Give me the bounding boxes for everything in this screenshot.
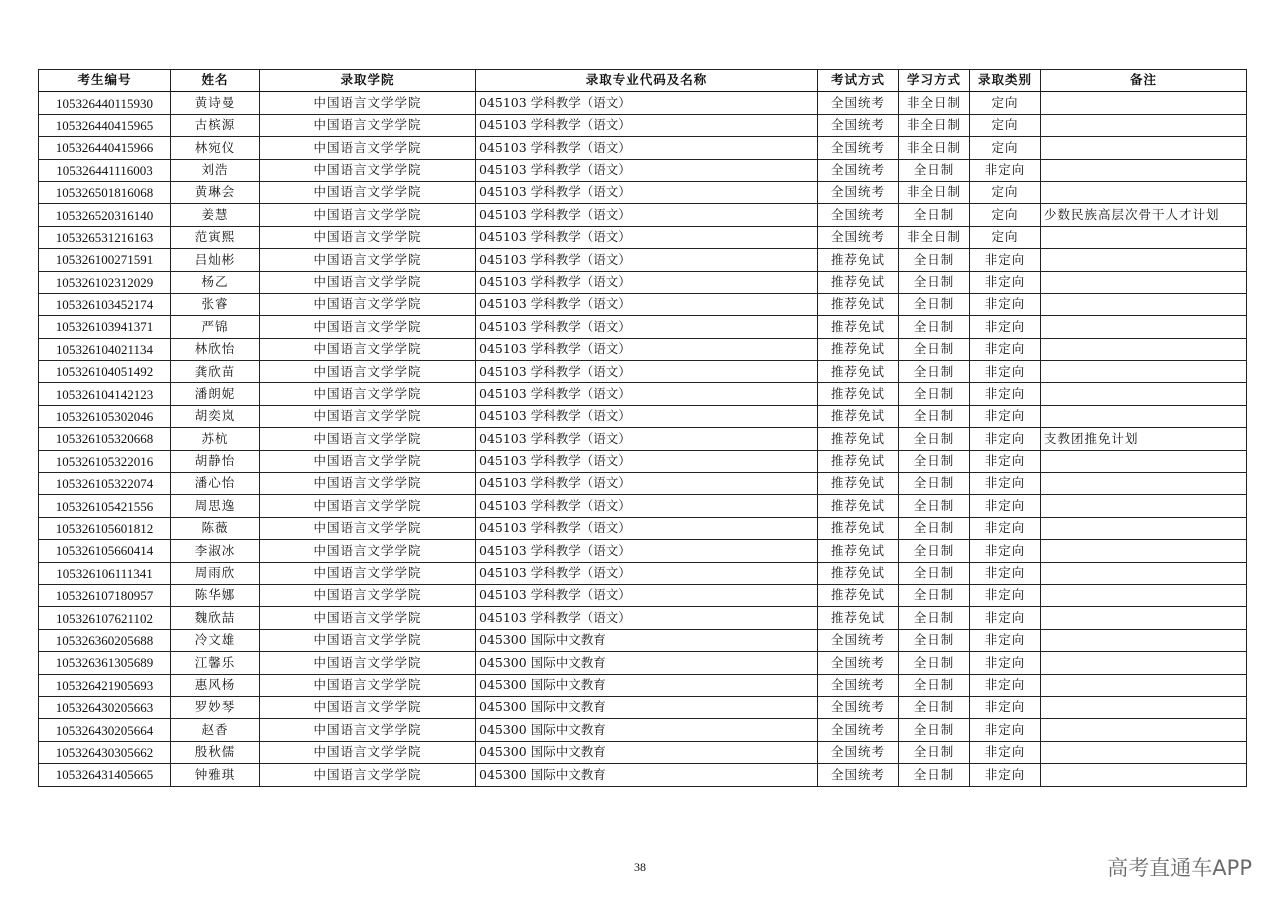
cell-exam-type: 全国统考 [818, 181, 899, 203]
cell-remarks: 少数民族高层次骨干人才计划 [1041, 204, 1247, 226]
cell-college: 中国语言文学学院 [260, 181, 476, 203]
cell-remarks [1041, 92, 1247, 114]
table-row [39, 764, 1247, 786]
cell-exam-type: 推荐免试 [818, 293, 899, 315]
cell-candidate-id: 105326430305662 [39, 741, 171, 763]
cell-candidate-id: 105326361305689 [39, 652, 171, 674]
cell-candidate-id: 105326104021134 [39, 338, 171, 360]
cell-major: 045300 国际中文教育 [476, 652, 818, 674]
cell-study-mode: 全日制 [899, 495, 970, 517]
cell-major: 045103 学科教学（语文） [476, 181, 818, 203]
cell-major: 045103 学科教学（语文） [476, 607, 818, 629]
page-number: 38 [634, 860, 646, 874]
cell-college: 中国语言文学学院 [260, 450, 476, 472]
cell-candidate-id: 105326360205688 [39, 629, 171, 651]
cell-college: 中国语言文学学院 [260, 428, 476, 450]
cell-remarks [1041, 719, 1247, 741]
cell-admission-category: 非定向 [970, 495, 1041, 517]
cell-remarks [1041, 338, 1247, 360]
cell-name: 陈华娜 [171, 584, 260, 606]
cell-remarks [1041, 540, 1247, 562]
cell-name: 姜慧 [171, 204, 260, 226]
cell-major: 045103 学科教学（语文） [476, 316, 818, 338]
cell-remarks [1041, 293, 1247, 315]
cell-exam-type: 全国统考 [818, 137, 899, 159]
cell-major: 045103 学科教学（语文） [476, 450, 818, 472]
cell-college: 中国语言文学学院 [260, 517, 476, 539]
cell-name: 林宛仪 [171, 137, 260, 159]
cell-name: 范寅熙 [171, 226, 260, 248]
cell-college: 中国语言文学学院 [260, 473, 476, 495]
cell-remarks [1041, 696, 1247, 718]
cell-major: 045103 学科教学（语文） [476, 584, 818, 606]
cell-study-mode: 全日制 [899, 361, 970, 383]
table-row [39, 540, 1247, 562]
cell-candidate-id: 105326430205664 [39, 719, 171, 741]
cell-name: 钟雅琪 [171, 764, 260, 786]
cell-college: 中国语言文学学院 [260, 361, 476, 383]
cell-candidate-id: 105326105320668 [39, 428, 171, 450]
table-header [39, 70, 1247, 92]
cell-admission-category: 非定向 [970, 361, 1041, 383]
cell-college: 中国语言文学学院 [260, 607, 476, 629]
cell-remarks [1041, 181, 1247, 203]
cell-study-mode: 全日制 [899, 540, 970, 562]
cell-name: 魏欣喆 [171, 607, 260, 629]
table-row [39, 629, 1247, 651]
cell-name: 李淑冰 [171, 540, 260, 562]
cell-study-mode: 非全日制 [899, 181, 970, 203]
cell-candidate-id: 105326105322016 [39, 450, 171, 472]
cell-admission-category: 非定向 [970, 584, 1041, 606]
cell-remarks [1041, 316, 1247, 338]
cell-exam-type: 全国统考 [818, 204, 899, 226]
cell-major: 045103 学科教学（语文） [476, 517, 818, 539]
cell-college: 中国语言文学学院 [260, 696, 476, 718]
table-row [39, 450, 1247, 472]
cell-study-mode: 全日制 [899, 338, 970, 360]
cell-candidate-id: 105326430205663 [39, 696, 171, 718]
cell-study-mode: 全日制 [899, 428, 970, 450]
cell-college: 中国语言文学学院 [260, 741, 476, 763]
cell-admission-category: 非定向 [970, 629, 1041, 651]
cell-study-mode: 全日制 [899, 293, 970, 315]
cell-college: 中国语言文学学院 [260, 159, 476, 181]
table-row [39, 159, 1247, 181]
cell-candidate-id: 105326440415966 [39, 137, 171, 159]
cell-remarks [1041, 137, 1247, 159]
table-row [39, 405, 1247, 427]
cell-study-mode: 非全日制 [899, 114, 970, 136]
cell-candidate-id: 105326105302046 [39, 405, 171, 427]
cell-exam-type: 全国统考 [818, 652, 899, 674]
cell-study-mode: 全日制 [899, 674, 970, 696]
table-row [39, 361, 1247, 383]
cell-remarks [1041, 562, 1247, 584]
cell-candidate-id: 105326105660414 [39, 540, 171, 562]
cell-study-mode: 全日制 [899, 719, 970, 741]
cell-college: 中国语言文学学院 [260, 764, 476, 786]
cell-major: 045103 学科教学（语文） [476, 383, 818, 405]
cell-remarks [1041, 271, 1247, 293]
cell-remarks [1041, 495, 1247, 517]
header-cell-candidate-id: 考生编号 [39, 70, 171, 92]
header-cell-remarks: 备注 [1041, 70, 1247, 92]
cell-college: 中国语言文学学院 [260, 652, 476, 674]
cell-college: 中国语言文学学院 [260, 629, 476, 651]
cell-college: 中国语言文学学院 [260, 226, 476, 248]
cell-name: 杨乙 [171, 271, 260, 293]
table-body [39, 92, 1247, 786]
cell-remarks [1041, 517, 1247, 539]
cell-admission-category: 定向 [970, 137, 1041, 159]
cell-major: 045300 国际中文教育 [476, 741, 818, 763]
table-row [39, 92, 1247, 114]
header-row [39, 70, 1247, 92]
cell-study-mode: 全日制 [899, 316, 970, 338]
cell-major: 045103 学科教学（语文） [476, 338, 818, 360]
admission-table [38, 69, 1247, 787]
cell-admission-category: 定向 [970, 181, 1041, 203]
cell-college: 中国语言文学学院 [260, 405, 476, 427]
cell-college: 中国语言文学学院 [260, 719, 476, 741]
cell-major: 045103 学科教学（语文） [476, 159, 818, 181]
cell-college: 中国语言文学学院 [260, 495, 476, 517]
cell-name: 赵香 [171, 719, 260, 741]
cell-exam-type: 全国统考 [818, 159, 899, 181]
cell-college: 中国语言文学学院 [260, 271, 476, 293]
cell-candidate-id: 105326102312029 [39, 271, 171, 293]
table-row [39, 137, 1247, 159]
cell-study-mode: 全日制 [899, 383, 970, 405]
cell-candidate-id: 105326440415965 [39, 114, 171, 136]
table-row [39, 383, 1247, 405]
cell-candidate-id: 105326501816068 [39, 181, 171, 203]
cell-name: 黄诗曼 [171, 92, 260, 114]
cell-admission-category: 非定向 [970, 473, 1041, 495]
cell-major: 045103 学科教学（语文） [476, 361, 818, 383]
table-row [39, 473, 1247, 495]
table-row [39, 696, 1247, 718]
cell-remarks [1041, 764, 1247, 786]
cell-study-mode: 全日制 [899, 517, 970, 539]
cell-college: 中国语言文学学院 [260, 204, 476, 226]
cell-remarks [1041, 361, 1247, 383]
cell-exam-type: 全国统考 [818, 114, 899, 136]
cell-college: 中国语言文学学院 [260, 249, 476, 271]
cell-remarks [1041, 450, 1247, 472]
cell-major: 045300 国际中文教育 [476, 674, 818, 696]
cell-name: 苏杭 [171, 428, 260, 450]
cell-remarks [1041, 249, 1247, 271]
cell-name: 张睿 [171, 293, 260, 315]
cell-admission-category: 定向 [970, 92, 1041, 114]
cell-admission-category: 非定向 [970, 696, 1041, 718]
table-row [39, 607, 1247, 629]
cell-admission-category: 非定向 [970, 674, 1041, 696]
cell-study-mode: 全日制 [899, 405, 970, 427]
cell-admission-category: 非定向 [970, 428, 1041, 450]
cell-candidate-id: 105326103452174 [39, 293, 171, 315]
cell-remarks [1041, 226, 1247, 248]
cell-college: 中国语言文学学院 [260, 338, 476, 360]
header-cell-study-mode: 学习方式 [899, 70, 970, 92]
table-row [39, 674, 1247, 696]
cell-name: 刘浩 [171, 159, 260, 181]
table-row [39, 517, 1247, 539]
cell-candidate-id: 105326105322074 [39, 473, 171, 495]
cell-major: 045103 学科教学（语文） [476, 428, 818, 450]
cell-major: 045300 国际中文教育 [476, 719, 818, 741]
cell-name: 江馨乐 [171, 652, 260, 674]
cell-exam-type: 推荐免试 [818, 271, 899, 293]
table-row [39, 741, 1247, 763]
cell-admission-category: 定向 [970, 204, 1041, 226]
cell-name: 胡静怡 [171, 450, 260, 472]
cell-college: 中国语言文学学院 [260, 137, 476, 159]
cell-college: 中国语言文学学院 [260, 316, 476, 338]
table-row [39, 114, 1247, 136]
header-cell-college: 录取学院 [260, 70, 476, 92]
cell-admission-category: 非定向 [970, 271, 1041, 293]
cell-remarks [1041, 473, 1247, 495]
table-row [39, 652, 1247, 674]
cell-college: 中国语言文学学院 [260, 540, 476, 562]
cell-admission-category: 非定向 [970, 719, 1041, 741]
cell-admission-category: 非定向 [970, 607, 1041, 629]
cell-remarks [1041, 159, 1247, 181]
cell-candidate-id: 105326104142123 [39, 383, 171, 405]
table-row [39, 271, 1247, 293]
cell-admission-category: 定向 [970, 114, 1041, 136]
cell-admission-category: 非定向 [970, 405, 1041, 427]
cell-remarks [1041, 584, 1247, 606]
cell-major: 045300 国际中文教育 [476, 764, 818, 786]
cell-admission-category: 非定向 [970, 540, 1041, 562]
cell-name: 胡奕岚 [171, 405, 260, 427]
cell-exam-type: 全国统考 [818, 764, 899, 786]
cell-candidate-id: 105326100271591 [39, 249, 171, 271]
table-row [39, 338, 1247, 360]
cell-study-mode: 非全日制 [899, 137, 970, 159]
cell-exam-type: 推荐免试 [818, 495, 899, 517]
cell-study-mode: 全日制 [899, 584, 970, 606]
cell-exam-type: 推荐免试 [818, 607, 899, 629]
cell-remarks [1041, 114, 1247, 136]
table-row [39, 181, 1247, 203]
cell-study-mode: 全日制 [899, 562, 970, 584]
cell-major: 045103 学科教学（语文） [476, 271, 818, 293]
cell-admission-category: 非定向 [970, 741, 1041, 763]
cell-exam-type: 全国统考 [818, 674, 899, 696]
table-row [39, 562, 1247, 584]
cell-candidate-id: 105326531216163 [39, 226, 171, 248]
cell-candidate-id: 105326107621102 [39, 607, 171, 629]
cell-name: 周雨欣 [171, 562, 260, 584]
cell-admission-category: 非定向 [970, 517, 1041, 539]
cell-remarks [1041, 405, 1247, 427]
cell-candidate-id: 105326105421556 [39, 495, 171, 517]
cell-study-mode: 全日制 [899, 696, 970, 718]
cell-admission-category: 非定向 [970, 562, 1041, 584]
cell-remarks: 支教团推免计划 [1041, 428, 1247, 450]
cell-study-mode: 全日制 [899, 473, 970, 495]
cell-study-mode: 全日制 [899, 249, 970, 271]
cell-exam-type: 推荐免试 [818, 540, 899, 562]
table-row [39, 226, 1247, 248]
cell-exam-type: 推荐免试 [818, 383, 899, 405]
cell-exam-type: 全国统考 [818, 226, 899, 248]
cell-exam-type: 推荐免试 [818, 316, 899, 338]
cell-exam-type: 推荐免试 [818, 428, 899, 450]
cell-candidate-id: 105326421905693 [39, 674, 171, 696]
cell-exam-type: 推荐免试 [818, 562, 899, 584]
header-cell-exam-type: 考试方式 [818, 70, 899, 92]
table-row [39, 316, 1247, 338]
cell-admission-category: 非定向 [970, 249, 1041, 271]
cell-exam-type: 全国统考 [818, 741, 899, 763]
cell-exam-type: 推荐免试 [818, 338, 899, 360]
cell-name: 冷文雄 [171, 629, 260, 651]
cell-college: 中国语言文学学院 [260, 92, 476, 114]
cell-study-mode: 全日制 [899, 204, 970, 226]
cell-exam-type: 全国统考 [818, 719, 899, 741]
cell-major: 045103 学科教学（语文） [476, 495, 818, 517]
cell-name: 黄琳会 [171, 181, 260, 203]
cell-major: 045103 学科教学（语文） [476, 249, 818, 271]
cell-admission-category: 非定向 [970, 293, 1041, 315]
cell-college: 中国语言文学学院 [260, 293, 476, 315]
cell-admission-category: 非定向 [970, 316, 1041, 338]
cell-remarks [1041, 607, 1247, 629]
cell-major: 045103 学科教学（语文） [476, 92, 818, 114]
cell-study-mode: 全日制 [899, 607, 970, 629]
cell-name: 罗妙琴 [171, 696, 260, 718]
cell-major: 045103 学科教学（语文） [476, 293, 818, 315]
header-cell-admission-category: 录取类别 [970, 70, 1041, 92]
cell-name: 惠风杨 [171, 674, 260, 696]
cell-major: 045103 学科教学（语文） [476, 405, 818, 427]
cell-major: 045300 国际中文教育 [476, 696, 818, 718]
cell-college: 中国语言文学学院 [260, 383, 476, 405]
cell-exam-type: 推荐免试 [818, 361, 899, 383]
cell-study-mode: 非全日制 [899, 226, 970, 248]
table-row [39, 293, 1247, 315]
header-cell-major: 录取专业代码及名称 [476, 70, 818, 92]
cell-college: 中国语言文学学院 [260, 114, 476, 136]
cell-candidate-id: 105326431405665 [39, 764, 171, 786]
cell-exam-type: 全国统考 [818, 696, 899, 718]
cell-exam-type: 推荐免试 [818, 249, 899, 271]
cell-name: 古槟源 [171, 114, 260, 136]
cell-major: 045103 学科教学（语文） [476, 114, 818, 136]
table-row [39, 204, 1247, 226]
cell-study-mode: 非全日制 [899, 92, 970, 114]
table-row [39, 584, 1247, 606]
cell-major: 045300 国际中文教育 [476, 629, 818, 651]
cell-candidate-id: 105326107180957 [39, 584, 171, 606]
cell-candidate-id: 105326440115930 [39, 92, 171, 114]
cell-admission-category: 非定向 [970, 338, 1041, 360]
cell-remarks [1041, 652, 1247, 674]
cell-name: 潘朗妮 [171, 383, 260, 405]
cell-remarks [1041, 629, 1247, 651]
cell-admission-category: 非定向 [970, 159, 1041, 181]
cell-major: 045103 学科教学（语文） [476, 204, 818, 226]
cell-college: 中国语言文学学院 [260, 584, 476, 606]
cell-remarks [1041, 741, 1247, 763]
cell-admission-category: 定向 [970, 226, 1041, 248]
cell-admission-category: 非定向 [970, 450, 1041, 472]
cell-admission-category: 非定向 [970, 383, 1041, 405]
cell-candidate-id: 105326441116003 [39, 159, 171, 181]
cell-study-mode: 全日制 [899, 652, 970, 674]
cell-study-mode: 全日制 [899, 764, 970, 786]
cell-study-mode: 全日制 [899, 629, 970, 651]
cell-study-mode: 全日制 [899, 450, 970, 472]
table-row [39, 428, 1247, 450]
cell-name: 殷秋儒 [171, 741, 260, 763]
cell-major: 045103 学科教学（语文） [476, 562, 818, 584]
cell-exam-type: 推荐免试 [818, 584, 899, 606]
cell-candidate-id: 105326104051492 [39, 361, 171, 383]
cell-major: 045103 学科教学（语文） [476, 137, 818, 159]
table-row [39, 719, 1247, 741]
cell-admission-category: 非定向 [970, 764, 1041, 786]
cell-exam-type: 推荐免试 [818, 473, 899, 495]
cell-remarks [1041, 674, 1247, 696]
cell-remarks [1041, 383, 1247, 405]
cell-study-mode: 全日制 [899, 271, 970, 293]
cell-name: 吕灿彬 [171, 249, 260, 271]
cell-name: 潘心怡 [171, 473, 260, 495]
cell-study-mode: 全日制 [899, 741, 970, 763]
cell-candidate-id: 105326520316140 [39, 204, 171, 226]
cell-college: 中国语言文学学院 [260, 562, 476, 584]
cell-candidate-id: 105326106111341 [39, 562, 171, 584]
cell-name: 陈薇 [171, 517, 260, 539]
cell-major: 045103 学科教学（语文） [476, 540, 818, 562]
cell-name: 龚欣苗 [171, 361, 260, 383]
cell-exam-type: 推荐免试 [818, 405, 899, 427]
cell-name: 严锦 [171, 316, 260, 338]
cell-admission-category: 非定向 [970, 652, 1041, 674]
header-cell-name: 姓名 [171, 70, 260, 92]
cell-exam-type: 推荐免试 [818, 517, 899, 539]
table-row [39, 495, 1247, 517]
cell-major: 045103 学科教学（语文） [476, 226, 818, 248]
watermark-text: 高考直通车APP [1107, 856, 1252, 880]
cell-name: 周思逸 [171, 495, 260, 517]
cell-exam-type: 推荐免试 [818, 450, 899, 472]
cell-study-mode: 全日制 [899, 159, 970, 181]
cell-candidate-id: 105326105601812 [39, 517, 171, 539]
table-row [39, 249, 1247, 271]
cell-exam-type: 全国统考 [818, 629, 899, 651]
cell-college: 中国语言文学学院 [260, 674, 476, 696]
cell-name: 林欣怡 [171, 338, 260, 360]
cell-major: 045103 学科教学（语文） [476, 473, 818, 495]
cell-exam-type: 全国统考 [818, 92, 899, 114]
cell-candidate-id: 105326103941371 [39, 316, 171, 338]
